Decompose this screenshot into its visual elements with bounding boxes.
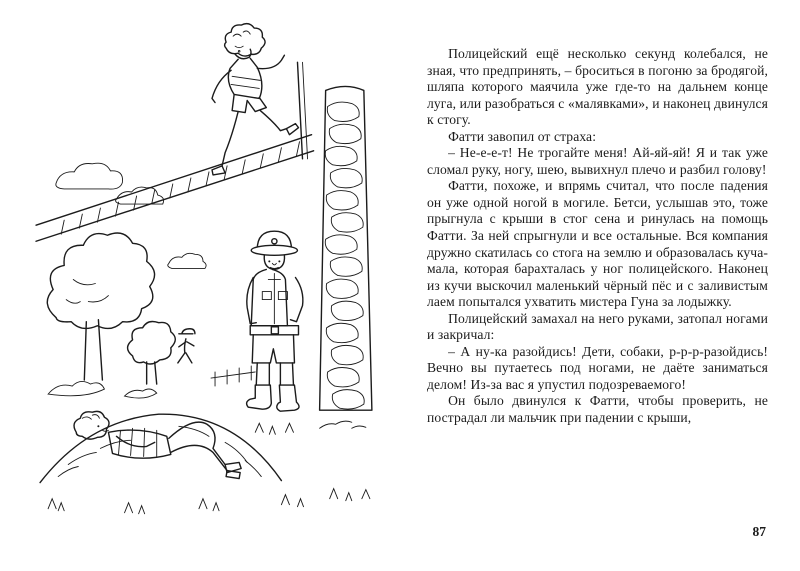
lying-boy — [40, 411, 281, 482]
illustration-svg — [28, 10, 390, 558]
haystack-roof — [36, 62, 314, 241]
right-page — [400, 0, 800, 571]
page-number: 87 — [752, 524, 766, 539]
tramp-figure — [178, 329, 195, 363]
policeman — [247, 231, 303, 411]
stone-pillar — [320, 86, 372, 410]
paragraph: Фатти завопил от страха: — [448, 128, 597, 144]
trees — [47, 233, 175, 398]
paragraph: – Не-е-е-т! Не трогайте меня! Ай-яй-яй! Я и так уже сломал руку, ногу, шею, вывихнул плечо и разбил голову! — [427, 145, 768, 177]
running-boy — [212, 24, 298, 175]
paragraph: Полицейский замахал на него руками, затопал ногами и закричал: — [427, 310, 768, 343]
paragraph: Полицейский ещё несколько секунд колебался, не зная, что предпринять, – броситься в погоню за бродягой, шляпа которого маячила уже где-то на дальнем конце луга, или разобраться с «малявками», и наконец двинулся к стогу. — [427, 46, 768, 128]
paragraph: – А ну-ка разойдись! Дети, собаки, р-р-р-разойдись! Вечно вы путаетесь под ногами, не даёте заниматься делом! Из-за вас я упустил подозреваемого! — [427, 343, 768, 392]
paragraph: Фатти, похоже, и впрямь считал, что после падения он уже одной ногой в могиле. Бетси, услышав это, тоже прыгнула с крыши в стог сена и ринулась на помощь Фатти. За ней спрыгнули и все остальные. Вся компания дружно скатилась со стога на землю и образовалась куча-мала, которая барахталась у ног полицейского. Наконец из кучи выскочил маленький чёрный пёс и с заливистым лаем попытался ухватить мистера Гуна за лодыжку. — [427, 178, 768, 310]
body-text — [427, 46, 768, 427]
paragraph: Он было двинулся к Фатти, чтобы проверить, не пострадал ли мальчик при падении с крыши, — [427, 393, 768, 426]
clouds — [56, 163, 206, 268]
illustration — [28, 10, 390, 558]
grass — [48, 421, 370, 514]
fence — [211, 366, 255, 386]
